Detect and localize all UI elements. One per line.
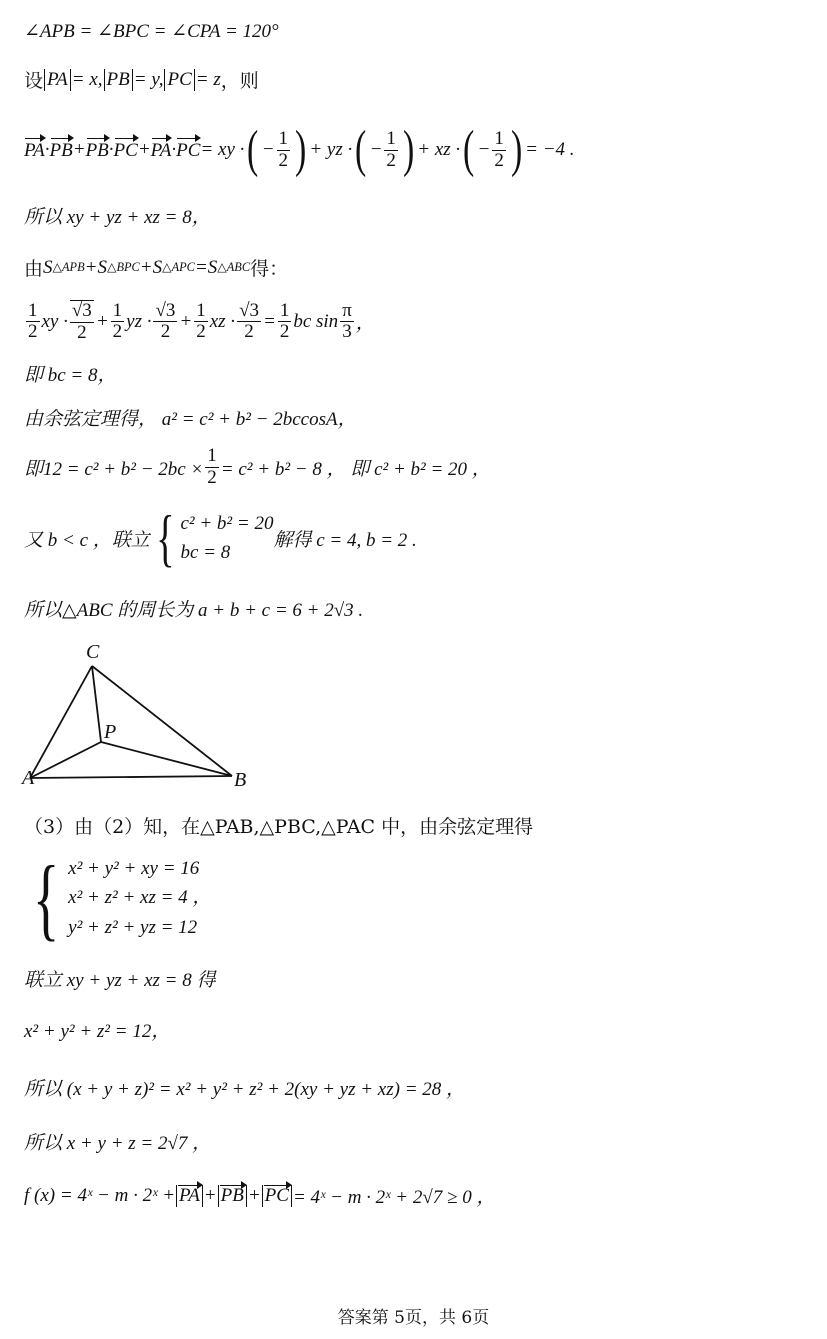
line-12-eq: 即12 = c² + b² − 2bc × $\frac{1}{2}$ = c² + b² − 8 ， 即 c² + b² = 20 ，: [24, 445, 491, 488]
label-a: A: [22, 767, 35, 789]
line-system-3: { x² + y² + xy = 16 x² + z² + xz = 4 ， y² + z² + yz = 12: [32, 847, 212, 949]
line-part3-intro: （3）由（2）知，在△PAB,△PBC,△PAC 中，由余弦定理得: [24, 816, 534, 838]
line-area-sum: 由 S △APB + S △BPC + S △APC = S △ABC 得：: [24, 256, 289, 280]
label-p: P: [104, 721, 117, 743]
line-xyz-sum: 所以 x + y + z = 2√7 ，: [24, 1133, 212, 1154]
line-perimeter: 所以△ABC 的周长为 a + b + c = 6 + 2√3 .: [24, 600, 364, 621]
line-sum-squares: x² + y² + z² = 12，: [24, 1021, 171, 1042]
label-b: B: [234, 769, 247, 790]
page-footer: 答案第 5页，共 6页: [337, 1308, 490, 1328]
line-bc-8: 即 bc = 8，: [24, 365, 117, 386]
line-solve-system: 又 b < c ，联立 { c² + b² = 20 bc = 8 解得 c = 4, b = 2 .: [24, 502, 417, 573]
line-fx: f (x) = 4ˣ − m · 2ˣ + PA + PB + PC = 4ˣ − m · 2ˣ + 2√7 ≥ 0 ，: [24, 1184, 496, 1208]
line-cosine-law: 由余弦定理得， a² = c² + b² − 2bccosA，: [24, 409, 357, 430]
line-sum-eq-8: 所以 xy + yz + xz = 8，: [24, 207, 211, 228]
triangle-figure: [16, 640, 276, 790]
line-define-xyz: 设 PA = x, PB = y, PC = z ，则: [24, 68, 259, 92]
line-square-sum: 所以 (x + y + z)² = x² + y² + z² + 2(xy + yz + xz) = 28 ，: [24, 1079, 466, 1100]
line-angles: ∠APB = ∠BPC = ∠CPA = 120°: [24, 21, 279, 42]
line-dot-products: PA · PB + PB · PC + PA · PC = xy · ( − $\frac{1}{2}$ ) + yz · ( − $\frac{1}{2}$ ) + xz · ( − $\frac{1}{2}$ ) = −4 .: [24, 121, 575, 178]
line-combine: 联立 xy + yz + xz = 8 得: [24, 970, 216, 991]
label-c: C: [86, 641, 100, 663]
line-area-formula: $\frac{1}{2}$ xy · $\frac{√3}{2}$ + $\frac{1}{2}$ yz · $\frac{√3}{2}$ + $\frac{1}{2}$ xz · $\frac{√3}{2}$ = $\frac{1}{2}$ bc sin $\frac{\pi}{3}$ ，: [28, 299, 375, 343]
